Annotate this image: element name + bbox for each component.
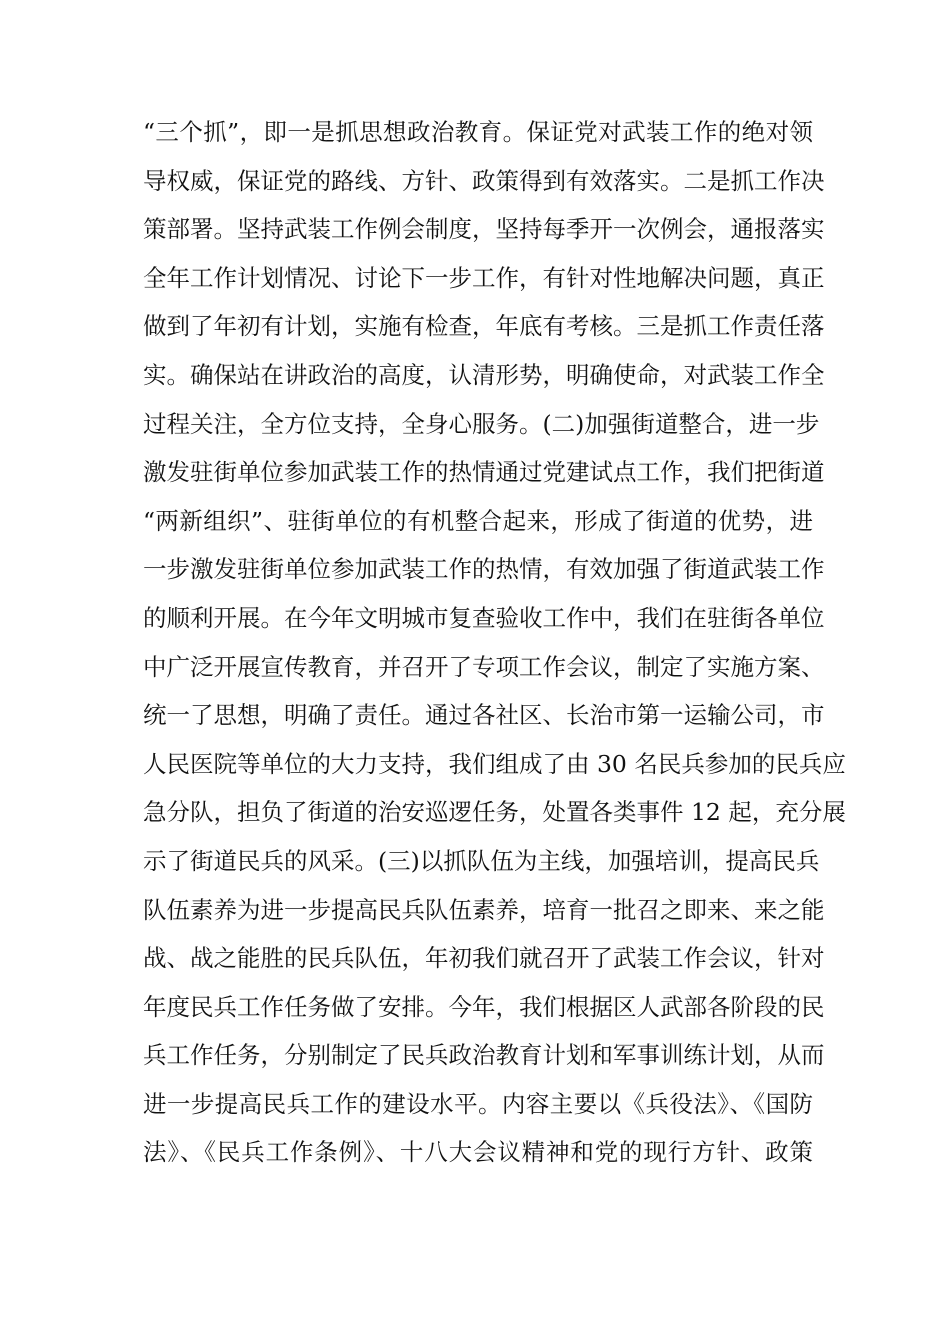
text-line: 急分队，担负了街道的治安巡逻任务，处置各类事件 12 起，充分展 bbox=[143, 798, 846, 827]
text-line: 激发驻街单位参加武装工作的热情通过党建试点工作，我们把街道 bbox=[143, 458, 825, 487]
text-line: 全年工作计划情况、讨论下一步工作，有针对性地解决问题，真正 bbox=[143, 263, 825, 292]
text-line: 实。确保站在讲政治的高度，认清形势，明确使命，对武装工作全 bbox=[143, 360, 825, 389]
text-line: “三个抓”，即一是抓思想政治教育。保证党对武装工作的绝对领 bbox=[143, 118, 813, 146]
text-line: 人民医院等单位的大力支持，我们组成了由 30 名民兵参加的民兵应 bbox=[143, 749, 846, 778]
text-line: 战、战之能胜的民兵队伍，年初我们就召开了武装工作会议，针对 bbox=[143, 944, 825, 973]
text-line: 年度民兵工作任务做了安排。今年，我们根据区人武部各阶段的民 bbox=[143, 992, 825, 1021]
text-line: 统一了思想，明确了责任。通过各社区、长治市第一运输公司，市 bbox=[143, 701, 825, 730]
body-text bbox=[143, 108, 846, 1177]
text-line: 示了街道民兵的风采。(三)以抓队伍为主线，加强培训，提高民兵 bbox=[143, 846, 820, 875]
text-line: 导权威，保证党的路线、方针、政策得到有效落实。二是抓工作决 bbox=[143, 166, 825, 195]
text-line: 中广泛开展宣传教育，并召开了专项工作会议，制定了实施方案、 bbox=[143, 652, 825, 681]
text-line: 的顺利开展。在今年文明城市复查验收工作中，我们在驻街各单位 bbox=[143, 603, 825, 632]
text-line: 法》、《民兵工作条例》、十八大会议精神和党的现行方针、政策 bbox=[143, 1138, 813, 1167]
text-line: 做到了年初有计划，实施有检查，年底有考核。三是抓工作责任落 bbox=[143, 312, 825, 341]
text-line: 过程关注，全方位支持，全身心服务。(二)加强街道整合，进一步 bbox=[143, 409, 820, 438]
text-line: 兵工作任务，分别制定了民兵政治教育计划和军事训练计划，从而 bbox=[143, 1041, 825, 1070]
text-line: 进一步提高民兵工作的建设水平。内容主要以《兵役法》、《国防 bbox=[143, 1089, 813, 1118]
text-line: 队伍素养为进一步提高民兵队伍素养，培育一批召之即来、来之能 bbox=[143, 895, 825, 924]
text-line: 一步激发驻街单位参加武装工作的热情，有效加强了街道武装工作 bbox=[143, 555, 825, 584]
text-line: 策部署。坚持武装工作例会制度，坚持每季开一次例会，通报落实 bbox=[143, 215, 825, 244]
text-line: “两新组织”、驻街单位的有机整合起来，形成了街道的优势，进 bbox=[143, 506, 813, 535]
